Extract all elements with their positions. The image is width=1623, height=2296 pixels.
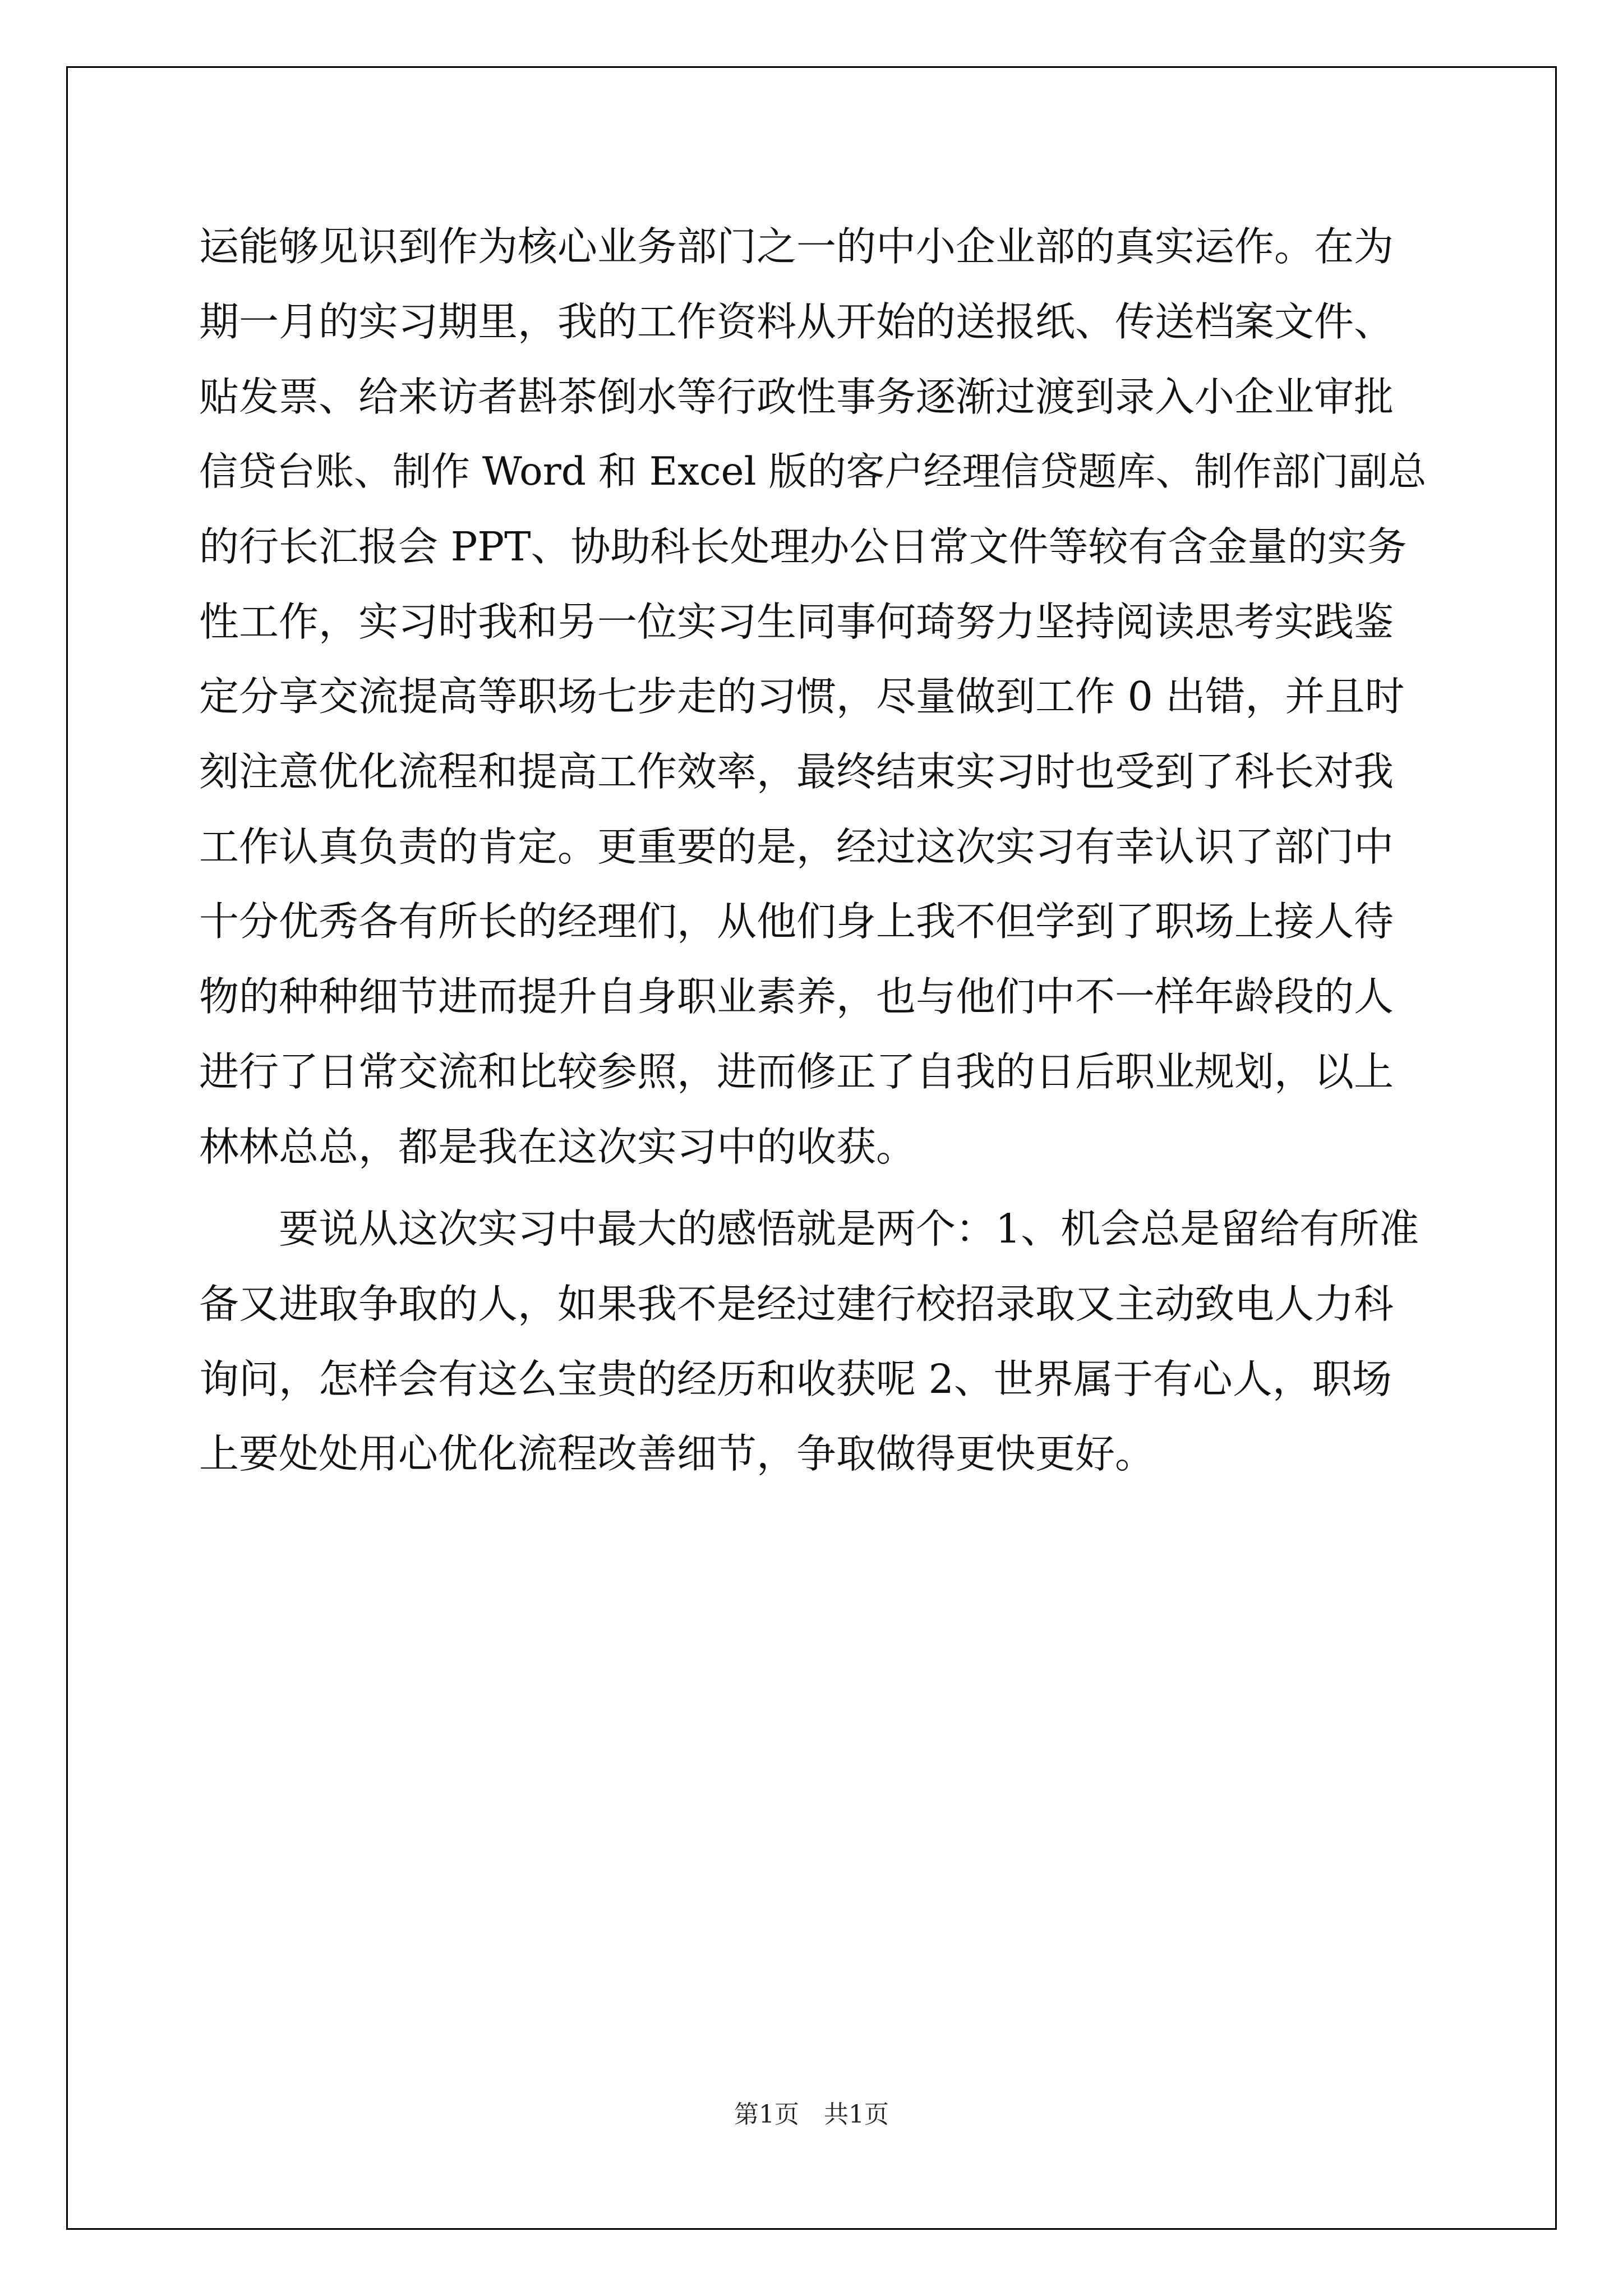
paragraph-1-line-1: 运能够见识到作为核心业务部门之一的中小企业部的真实运作。在为	[199, 223, 1394, 270]
paragraph-2-line-1: 要说从这次实习中最大的感悟就是两个：1、机会总是留给有所准	[279, 1205, 1419, 1252]
paragraph-1-line-9: 工作认真负责的肯定。更重要的是，经过这次实习有幸认识了部门中	[199, 823, 1394, 870]
paragraph-1-line-3: 贴发票、给来访者斟茶倒水等行政性事务逐渐过渡到录入小企业审批	[199, 374, 1394, 420]
paragraph-1-line-11: 物的种种细节进而提升自身职业素养，也与他们中不一样年龄段的人	[199, 973, 1394, 1020]
page-number-footer: 第1页 共1页	[734, 2100, 889, 2129]
paragraph-1-line-5: 的行长汇报会 PPT、协助科长处理办公日常文件等较有含金量的实务	[199, 523, 1407, 570]
paragraph-1-line-7: 定分享交流提高等职场七步走的习惯，尽量做到工作 0 出错，并且时	[199, 673, 1405, 720]
paragraph-1-line-8: 刻注意优化流程和提高工作效率，最终结束实习时也受到了科长对我	[199, 748, 1394, 795]
paragraph-1-line-10: 十分优秀各有所长的经理们，从他们身上我不但学到了职场上接人待	[199, 898, 1394, 945]
paragraph-1-line-2: 期一月的实习期里，我的工作资料从开始的送报纸、传送档案文件、	[199, 298, 1394, 345]
paragraph-2-line-2: 备又进取争取的人，如果我不是经过建行校招录取又主动致电人力科	[199, 1281, 1394, 1327]
paragraph-1-line-6: 性工作，实习时我和另一位实习生同事何琦努力坚持阅读思考实践鉴	[199, 599, 1394, 645]
paragraph-1-line-13: 林林总总，都是我在这次实习中的收获。	[199, 1124, 916, 1170]
paragraph-2-line-4: 上要处处用心优化流程改善细节，争取做得更快更好。	[199, 1430, 1155, 1477]
paragraph-2-line-3: 询问，怎样会有这么宝贵的经历和收获呢 2、世界属于有心人，职场	[199, 1356, 1392, 1402]
paragraph-1-line-12: 进行了日常交流和比较参照，进而修正了自我的日后职业规划，以上	[199, 1048, 1394, 1095]
paragraph-1-line-4: 信贷台账、制作 Word 和 Excel 版的客户经理信贷题库、制作部门副总	[199, 449, 1427, 494]
